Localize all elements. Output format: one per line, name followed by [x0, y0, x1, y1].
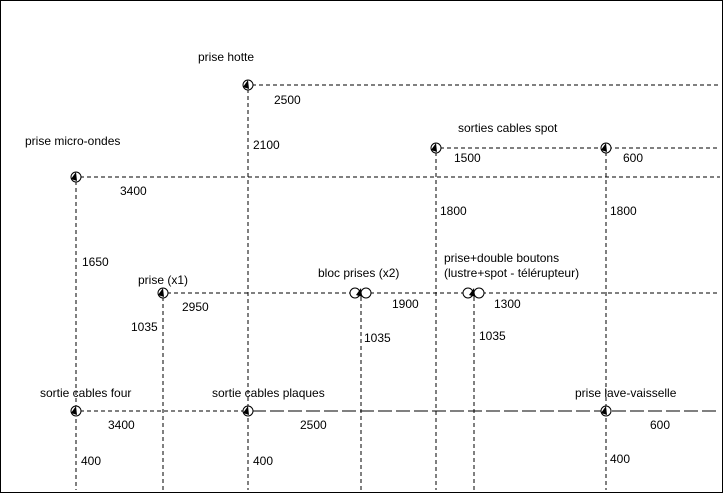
dim-double-vertical: 1035 — [479, 329, 506, 343]
dim-hotte-horizontal: 2500 — [274, 93, 301, 107]
dim-micro-horizontal: 3400 — [120, 184, 147, 198]
dim-plaques-vertical: 400 — [253, 454, 274, 468]
label-lustre-spot: (lustre+spot - télérupteur) — [444, 266, 580, 280]
label-sortie-cables-plaques: sortie cables plaques — [212, 386, 325, 400]
outlet-plaques-icon — [243, 406, 253, 416]
dim-spot1-horizontal: 1500 — [454, 151, 481, 165]
dim-plaques-horizontal: 2500 — [300, 418, 327, 432]
outlet-hotte-icon — [243, 80, 253, 90]
label-prise-hotte: prise hotte — [198, 50, 255, 64]
label-sorties-cables-spot: sorties cables spot — [458, 121, 558, 135]
dim-bloc-vertical: 1035 — [364, 331, 391, 345]
label-bloc-prises: bloc prises (x2) — [318, 266, 400, 280]
dim-hotte-vertical: 2100 — [253, 138, 280, 152]
dim-bloc-horizontal: 1900 — [392, 297, 419, 311]
dim-spot2-horizontal: 600 — [623, 151, 644, 165]
dim-prise-x1-horizontal: 2950 — [182, 300, 209, 314]
outlet-prise-x1-icon — [158, 288, 168, 298]
dim-double-horizontal: 1300 — [494, 297, 521, 311]
outlet-four-icon — [71, 406, 81, 416]
outlet-micro-ondes-icon — [71, 172, 81, 182]
outlet-lave-vaisselle-icon — [601, 406, 611, 416]
dim-four-vertical: 400 — [81, 454, 102, 468]
dim-four-horizontal: 3400 — [108, 418, 135, 432]
dim-micro-vertical: 1650 — [82, 255, 109, 269]
label-prise-double-boutons: prise+double boutons — [444, 251, 560, 265]
outlet-spot2-icon — [601, 143, 611, 153]
dim-prise-x1-vertical: 1035 — [131, 320, 158, 334]
outlet-double-boutons-icon — [463, 288, 484, 298]
dim-lave-vertical: 400 — [610, 452, 631, 466]
label-sortie-cables-four: sortie cables four — [40, 386, 132, 400]
label-prise-lave-vaisselle: prise lave-vaisselle — [575, 386, 677, 400]
label-prise-micro-ondes: prise micro-ondes — [25, 134, 121, 148]
dim-spot1-vertical: 1800 — [440, 204, 467, 218]
dim-lave-horizontal: 600 — [650, 418, 671, 432]
label-prise-x1: prise (x1) — [138, 273, 189, 287]
outlet-spot1-icon — [431, 143, 441, 153]
dim-spot2-vertical: 1800 — [610, 204, 637, 218]
outlet-bloc-prises-icon — [350, 288, 371, 298]
